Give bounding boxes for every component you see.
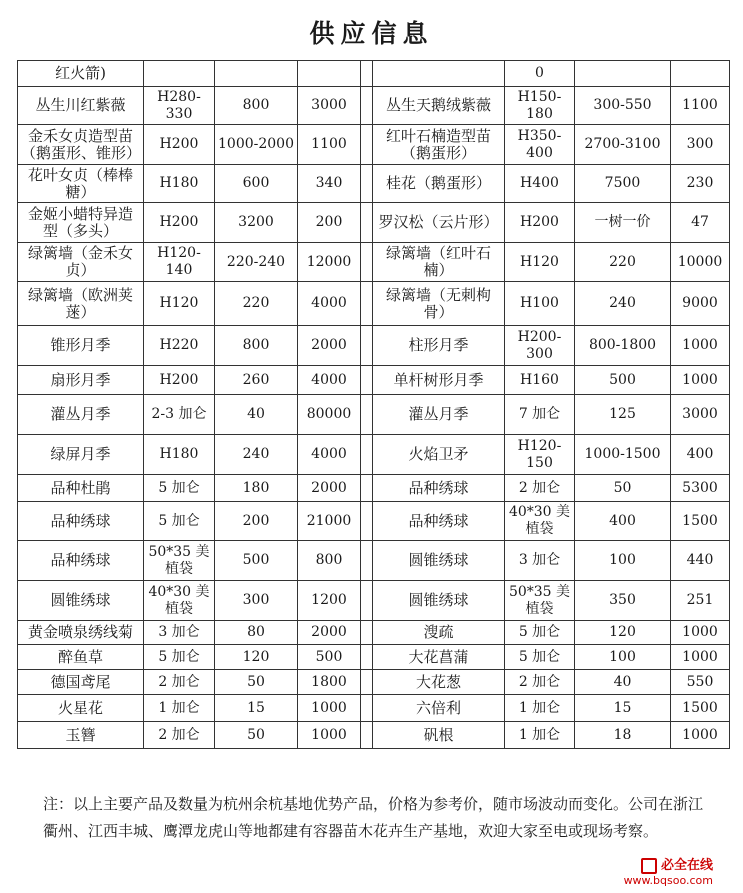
table-cell: 1200 <box>298 581 361 621</box>
table-row <box>18 645 730 670</box>
table-cell: 350 <box>575 581 671 621</box>
plant-name-cell: 绿篱墙（无刺枸骨） <box>373 282 505 326</box>
table-cell: 300-550 <box>575 87 671 125</box>
table-cell: H350-400 <box>505 125 575 165</box>
table-cell: 5 加仑 <box>144 475 215 502</box>
table-cell: 300 <box>215 581 298 621</box>
table-cell: 5 加仑 <box>505 645 575 670</box>
table-cell: 240 <box>215 435 298 475</box>
table-cell: 21000 <box>298 502 361 541</box>
plant-name-cell: 绿篱墙（金禾女贞） <box>18 243 144 282</box>
table-cell: 3000 <box>671 395 730 435</box>
table-cell: 2 加仑 <box>505 475 575 502</box>
column-gap <box>361 502 373 541</box>
table-cell: 15 <box>575 695 671 722</box>
column-gap <box>361 326 373 366</box>
table-cell: 180 <box>215 475 298 502</box>
plant-name-cell <box>373 61 505 87</box>
plant-name-cell: 大花葱 <box>373 670 505 695</box>
table-row <box>18 282 730 326</box>
table-cell: 1100 <box>298 125 361 165</box>
plant-name-cell: 绿屏月季 <box>18 435 144 475</box>
table-cell: H220 <box>144 326 215 366</box>
column-gap <box>361 125 373 165</box>
table-cell: 1500 <box>671 695 730 722</box>
table-cell <box>298 61 361 87</box>
table-cell <box>215 61 298 87</box>
table-cell: H200-300 <box>505 326 575 366</box>
column-gap <box>361 366 373 395</box>
table-cell: 1800 <box>298 670 361 695</box>
plant-name-cell: 金姬小蜡特异造型（多头） <box>18 203 144 243</box>
table-row <box>18 621 730 645</box>
plant-name-cell: 品种绣球 <box>373 502 505 541</box>
plant-name-cell: 丛生川红紫薇 <box>18 87 144 125</box>
table-cell: 1000 <box>298 695 361 722</box>
table-cell: 50*35 美植袋 <box>505 581 575 621</box>
column-gap <box>361 435 373 475</box>
plant-name-cell: 矾根 <box>373 722 505 749</box>
supply-table <box>17 60 730 749</box>
footnote: 注：以上主要产品及数量为杭州余杭基地优势产品，价格为参考价，随市场波动而变化。公司在浙江衢州、江西丰城、鹰潭龙虎山等地都建有容器苗木花卉生产基地，欢迎大家至电或现场考察。 <box>43 795 704 840</box>
watermark-url: www.bqsoo.com <box>623 874 713 887</box>
table-cell: 18 <box>575 722 671 749</box>
table-cell: 2 加仑 <box>505 670 575 695</box>
table-cell: 80000 <box>298 395 361 435</box>
column-gap <box>361 475 373 502</box>
table-cell: 2700-3100 <box>575 125 671 165</box>
table-cell <box>144 61 215 87</box>
table-cell: 125 <box>575 395 671 435</box>
plant-name-cell: 六倍利 <box>373 695 505 722</box>
table-cell: H280-330 <box>144 87 215 125</box>
table-cell: 100 <box>575 541 671 581</box>
table-cell: 40*30 美植袋 <box>144 581 215 621</box>
table-cell: 7500 <box>575 165 671 203</box>
table-row <box>18 722 730 749</box>
table-cell: 4000 <box>298 435 361 475</box>
table-cell: 1 加仑 <box>505 722 575 749</box>
watermark-title: 必全在线 <box>660 858 713 873</box>
column-gap <box>361 282 373 326</box>
table-cell: 800 <box>298 541 361 581</box>
table-cell: 500 <box>215 541 298 581</box>
table-cell: 500 <box>298 645 361 670</box>
table-cell: 1500 <box>671 502 730 541</box>
table-row <box>18 581 730 621</box>
plant-name-cell: 火星花 <box>18 695 144 722</box>
table-row <box>18 435 730 475</box>
table-cell: 1000-1500 <box>575 435 671 475</box>
table-cell: 340 <box>298 165 361 203</box>
column-gap <box>361 87 373 125</box>
column-gap <box>361 670 373 695</box>
table-cell: 4000 <box>298 366 361 395</box>
column-gap <box>361 541 373 581</box>
table-cell: 251 <box>671 581 730 621</box>
table-cell: 220-240 <box>215 243 298 282</box>
column-gap <box>361 581 373 621</box>
table-cell: 12000 <box>298 243 361 282</box>
plant-name-cell: 大花菖蒲 <box>373 645 505 670</box>
plant-name-cell: 红火箭) <box>18 61 144 87</box>
plant-name-cell: 锥形月季 <box>18 326 144 366</box>
plant-name-cell: 圆锥绣球 <box>373 581 505 621</box>
table-cell: 240 <box>575 282 671 326</box>
table-cell: 40*30 美植袋 <box>505 502 575 541</box>
column-gap <box>361 722 373 749</box>
table-row <box>18 165 730 203</box>
table-cell: 3 加仑 <box>505 541 575 581</box>
plant-name-cell: 罗汉松（云片形） <box>373 203 505 243</box>
table-row <box>18 502 730 541</box>
plant-name-cell: 品种绣球 <box>18 541 144 581</box>
plant-name-cell: 丛生天鹅绒紫薇 <box>373 87 505 125</box>
plant-name-cell: 圆锥绣球 <box>18 581 144 621</box>
table-cell: 200 <box>215 502 298 541</box>
table-cell: 220 <box>215 282 298 326</box>
table-cell: 260 <box>215 366 298 395</box>
table-cell: 1000 <box>671 366 730 395</box>
page-title: 供应信息 <box>309 19 434 48</box>
plant-name-cell: 玉簪 <box>18 722 144 749</box>
table-cell: 1 加仑 <box>144 695 215 722</box>
table-cell: 5300 <box>671 475 730 502</box>
plant-name-cell: 德国鸢尾 <box>18 670 144 695</box>
column-gap <box>361 695 373 722</box>
table-cell: H200 <box>505 203 575 243</box>
table-cell: H180 <box>144 165 215 203</box>
table-cell: 440 <box>671 541 730 581</box>
table-cell: 40 <box>575 670 671 695</box>
table-cell <box>575 61 671 87</box>
table-cell: 1000 <box>671 645 730 670</box>
table-cell: 400 <box>575 502 671 541</box>
table-row <box>18 695 730 722</box>
table-cell: H150-180 <box>505 87 575 125</box>
table-cell: 3200 <box>215 203 298 243</box>
table-row <box>18 125 730 165</box>
table-cell: 40 <box>215 395 298 435</box>
plant-name-cell: 红叶石楠造型苗（鹅蛋形） <box>373 125 505 165</box>
table-cell: 300 <box>671 125 730 165</box>
logo-icon <box>641 858 657 874</box>
table-row <box>18 670 730 695</box>
table-cell: 2000 <box>298 475 361 502</box>
table-cell: H200 <box>144 203 215 243</box>
plant-name-cell: 灌丛月季 <box>18 395 144 435</box>
table-cell: 2-3 加仑 <box>144 395 215 435</box>
table-row <box>18 243 730 282</box>
table-cell: 1000 <box>671 722 730 749</box>
plant-name-cell: 品种杜鹃 <box>18 475 144 502</box>
plant-name-cell: 单杆树形月季 <box>373 366 505 395</box>
table-cell: H200 <box>144 366 215 395</box>
table-cell: H120-150 <box>505 435 575 475</box>
table-cell: 200 <box>298 203 361 243</box>
plant-name-cell: 桂花（鹅蛋形） <box>373 165 505 203</box>
table-cell: 800-1800 <box>575 326 671 366</box>
table-cell: H200 <box>144 125 215 165</box>
table-cell: 7 加仑 <box>505 395 575 435</box>
plant-name-cell: 扇形月季 <box>18 366 144 395</box>
table-row <box>18 87 730 125</box>
plant-name-cell: 火焰卫矛 <box>373 435 505 475</box>
table-cell: H400 <box>505 165 575 203</box>
table-cell: 230 <box>671 165 730 203</box>
table-cell: 80 <box>215 621 298 645</box>
table-cell: 2 加仑 <box>144 670 215 695</box>
table-cell: 1000 <box>298 722 361 749</box>
plant-name-cell: 灌丛月季 <box>373 395 505 435</box>
table-cell: 一树一价 <box>575 203 671 243</box>
table-cell: 50 <box>575 475 671 502</box>
plant-name-cell: 圆锥绣球 <box>373 541 505 581</box>
table-cell: 2000 <box>298 621 361 645</box>
table-row <box>18 395 730 435</box>
table-row <box>18 475 730 502</box>
table-cell: 1100 <box>671 87 730 125</box>
table-cell: 5 加仑 <box>144 645 215 670</box>
table-cell: 3 加仑 <box>144 621 215 645</box>
table-cell: 1000 <box>671 621 730 645</box>
table-cell: 50 <box>215 722 298 749</box>
plant-name-cell: 溲疏 <box>373 621 505 645</box>
table-cell: H180 <box>144 435 215 475</box>
table-cell: 9000 <box>671 282 730 326</box>
table-cell: 600 <box>215 165 298 203</box>
column-gap <box>361 203 373 243</box>
table-cell: 500 <box>575 366 671 395</box>
table-cell: H120-140 <box>144 243 215 282</box>
table-cell: 1000 <box>671 326 730 366</box>
column-gap <box>361 621 373 645</box>
plant-name-cell: 柱形月季 <box>373 326 505 366</box>
table-cell: 50*35 美植袋 <box>144 541 215 581</box>
column-gap <box>361 645 373 670</box>
watermark <box>624 858 713 887</box>
table-cell: 100 <box>575 645 671 670</box>
table-row <box>18 541 730 581</box>
table-cell: 220 <box>575 243 671 282</box>
table-cell <box>671 61 730 87</box>
table-row <box>18 61 730 87</box>
table-cell: 120 <box>215 645 298 670</box>
table-cell: 120 <box>575 621 671 645</box>
table-cell: H120 <box>505 243 575 282</box>
table-cell: 550 <box>671 670 730 695</box>
plant-name-cell: 品种绣球 <box>18 502 144 541</box>
table-cell: 400 <box>671 435 730 475</box>
table-cell: 2000 <box>298 326 361 366</box>
plant-name-cell: 醉鱼草 <box>18 645 144 670</box>
table-cell: 2 加仑 <box>144 722 215 749</box>
plant-name-cell: 金禾女贞造型苗（鹅蛋形、锥形） <box>18 125 144 165</box>
table-cell: 800 <box>215 87 298 125</box>
table-cell: H100 <box>505 282 575 326</box>
plant-name-cell: 品种绣球 <box>373 475 505 502</box>
table-cell: H120 <box>144 282 215 326</box>
table-cell: 4000 <box>298 282 361 326</box>
table-cell: 1000-2000 <box>215 125 298 165</box>
table-cell: 5 加仑 <box>505 621 575 645</box>
plant-name-cell: 绿篱墙（红叶石楠） <box>373 243 505 282</box>
table-cell: 47 <box>671 203 730 243</box>
table-row <box>18 203 730 243</box>
plant-name-cell: 黄金喷泉绣线菊 <box>18 621 144 645</box>
plant-name-cell: 花叶女贞（棒棒糖） <box>18 165 144 203</box>
table-cell: 10000 <box>671 243 730 282</box>
column-gap <box>361 395 373 435</box>
column-gap <box>361 243 373 282</box>
table-row <box>18 366 730 395</box>
plant-name-cell: 绿篱墙（欧洲荚蒾） <box>18 282 144 326</box>
column-gap <box>361 165 373 203</box>
table-cell: 15 <box>215 695 298 722</box>
table-cell: 1 加仑 <box>505 695 575 722</box>
table-cell: 5 加仑 <box>144 502 215 541</box>
table-row <box>18 326 730 366</box>
column-gap <box>361 61 373 87</box>
table-cell: 3000 <box>298 87 361 125</box>
table-cell: 0 <box>505 61 575 87</box>
table-cell: 800 <box>215 326 298 366</box>
table-cell: 50 <box>215 670 298 695</box>
table-cell: H160 <box>505 366 575 395</box>
